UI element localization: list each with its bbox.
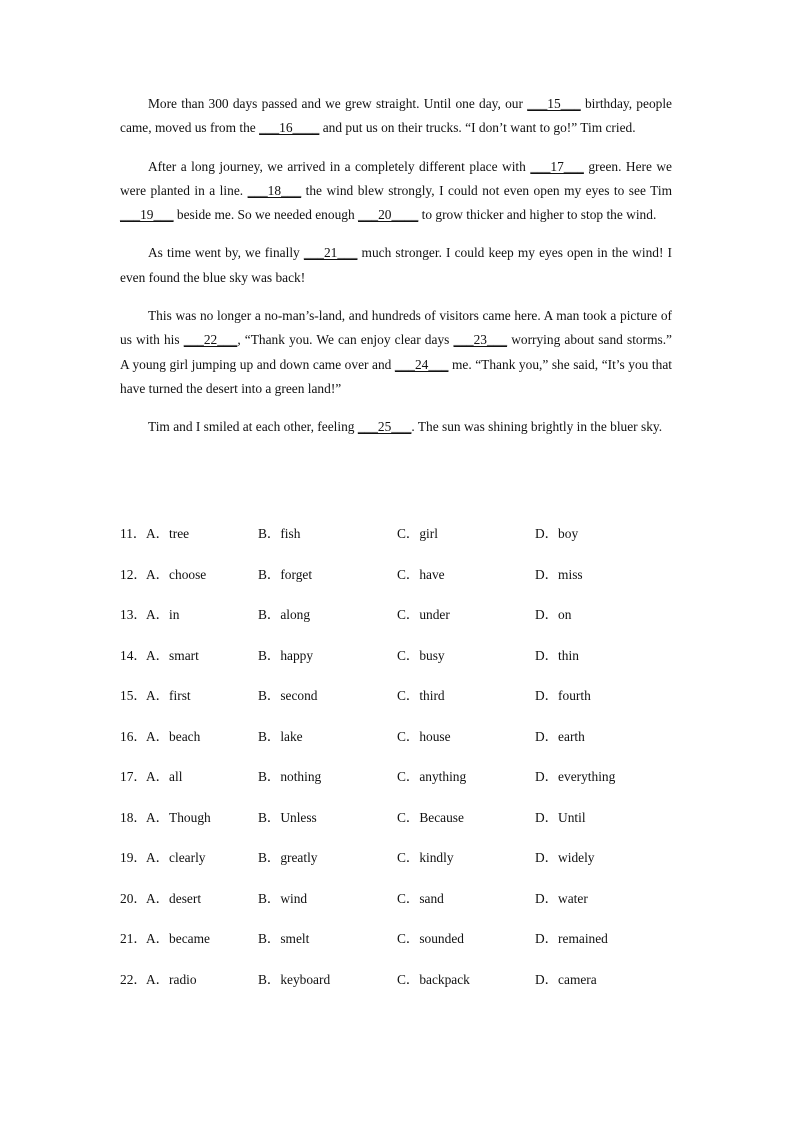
question-row [120, 927, 680, 968]
option-d: D．on [535, 607, 572, 622]
option-c: C．anything [397, 769, 467, 784]
answer-blank: ___25___ [357, 419, 412, 435]
question-number: 20． [120, 890, 147, 906]
passage-text: the wind blew strongly, I could not even open my eyes to see Tim [301, 182, 672, 198]
passage-paragraph [120, 304, 672, 401]
passage-text: green. Here we were planted in a line. [120, 158, 672, 198]
option-c: C．under [397, 607, 450, 622]
question-row [120, 968, 680, 1009]
option-b: B．along [258, 607, 311, 622]
question-row [120, 563, 680, 604]
cloze-passage [120, 92, 672, 454]
question-number: 21． [120, 931, 147, 946]
question-row [120, 887, 680, 928]
answer-blank: ___17___ [530, 158, 584, 174]
option-a: A．became [146, 931, 210, 946]
option-c: C．girl [397, 526, 438, 541]
option-c: C．Because [397, 809, 464, 825]
option-c: C．kindly [397, 850, 454, 865]
passage-paragraph [120, 155, 672, 228]
option-a: A．smart [146, 647, 199, 663]
option-a: A．choose [146, 566, 207, 582]
question-number: 11． [120, 526, 147, 541]
passage-text: After a long journey, we arrived in a completely different place with [148, 158, 531, 174]
passage-text: . The sun was shining brightly in the bluer sky. [411, 419, 663, 435]
answer-blank: ___19___ [120, 207, 174, 223]
option-b: B．nothing [258, 769, 322, 784]
passage-paragraph [120, 415, 672, 439]
option-a: A．desert [146, 890, 202, 906]
answer-blank: ___18___ [247, 182, 302, 198]
passage-paragraph [120, 92, 672, 141]
question-number: 12． [120, 566, 147, 582]
option-c: C．third [397, 688, 445, 703]
option-d: D．miss [535, 566, 583, 582]
option-d: D．thin [535, 647, 579, 663]
question-number: 22． [120, 971, 147, 987]
option-b: B．Unless [258, 809, 317, 825]
option-d: D．camera [535, 971, 597, 987]
option-b: B．forget [258, 566, 313, 582]
answer-blank: ___15___ [527, 96, 581, 111]
question-number: 15． [120, 688, 147, 703]
question-row [120, 725, 680, 766]
option-b: B．lake [258, 728, 303, 744]
option-b: B．keyboard [258, 971, 331, 987]
question-row [120, 765, 680, 806]
option-a: A．first [146, 688, 191, 703]
option-b: B．second [258, 688, 318, 703]
passage-text: This was no longer a no-man’s-land, and hundreds of visitors came here. A man took a picture of us with his [120, 308, 672, 348]
option-a: A．tree [146, 526, 190, 541]
option-d: D．earth [535, 728, 585, 744]
passage-text: me. “Thank you,” she said, “It’s you that have turned the desert into a green land!” [120, 356, 672, 396]
option-c: C．have [397, 566, 445, 582]
option-d: D．widely [535, 850, 595, 865]
option-c: C．house [397, 728, 451, 744]
option-d: D．water [535, 890, 588, 906]
option-c: C．busy [397, 647, 445, 663]
question-number: 19． [120, 850, 147, 865]
answer-blank: ___24___ [394, 356, 449, 372]
passage-text: birthday, people came, moved us from the [120, 96, 672, 136]
option-d: D．fourth [535, 688, 591, 703]
answer-blank: ___22___ [183, 332, 238, 348]
option-a: A．Though [146, 809, 211, 825]
option-c: C．sand [397, 890, 444, 906]
passage-text: beside me. So we needed enough [173, 207, 359, 223]
answer-blank: ___21___ [303, 245, 358, 261]
answer-blank: ___16____ [259, 120, 320, 136]
option-b: B．greatly [258, 850, 318, 865]
question-row [120, 644, 680, 685]
option-d: D．remained [535, 931, 608, 946]
answer-blank: ___23___ [453, 332, 508, 348]
question-number: 16． [120, 728, 147, 744]
question-row [120, 522, 680, 563]
passage-text: Tim and I smiled at each other, feeling [148, 419, 358, 435]
option-a: A．clearly [146, 850, 206, 865]
option-d: D．Until [535, 809, 586, 825]
option-c: C．backpack [397, 971, 470, 987]
option-b: B．happy [258, 647, 314, 663]
passage-text: More than 300 days passed and we grew straight. Until one day, our [148, 96, 528, 111]
passage-paragraph [120, 241, 672, 290]
option-a: A．radio [146, 971, 197, 987]
question-number: 17． [120, 769, 147, 784]
passage-text: worrying about sand storms.” A young girl jumping up and down came over and [120, 332, 672, 372]
question-row [120, 806, 680, 847]
passage-text: much stronger. I could keep my eyes open in the wind! I even found the blue sky was back! [120, 245, 673, 285]
question-number: 13． [120, 607, 147, 622]
passage-text: As time went by, we finally [148, 245, 304, 261]
option-a: A．all [146, 769, 183, 784]
option-a: A．beach [146, 728, 201, 744]
question-number: 18． [120, 809, 147, 825]
option-a: A．in [146, 607, 180, 622]
question-number: 14． [120, 647, 147, 663]
option-b: B．wind [258, 890, 308, 906]
passage-text: to grow thicker and higher to stop the wind. [418, 207, 657, 223]
option-d: D．boy [535, 526, 579, 541]
question-row [120, 603, 680, 644]
answer-blank: ___20____ [358, 207, 419, 223]
option-c: C．sounded [397, 931, 464, 946]
passage-text: , “Thank you. We can enjoy clear days [237, 332, 454, 348]
answer-options-list [120, 522, 680, 1008]
question-row [120, 684, 680, 725]
option-b: B．smelt [258, 931, 310, 946]
passage-text: and put us on their trucks. “I don’t want to go!” Tim cried. [319, 120, 636, 136]
option-d: D．everything [535, 769, 616, 784]
option-b: B．fish [258, 526, 301, 541]
question-row [120, 846, 680, 887]
